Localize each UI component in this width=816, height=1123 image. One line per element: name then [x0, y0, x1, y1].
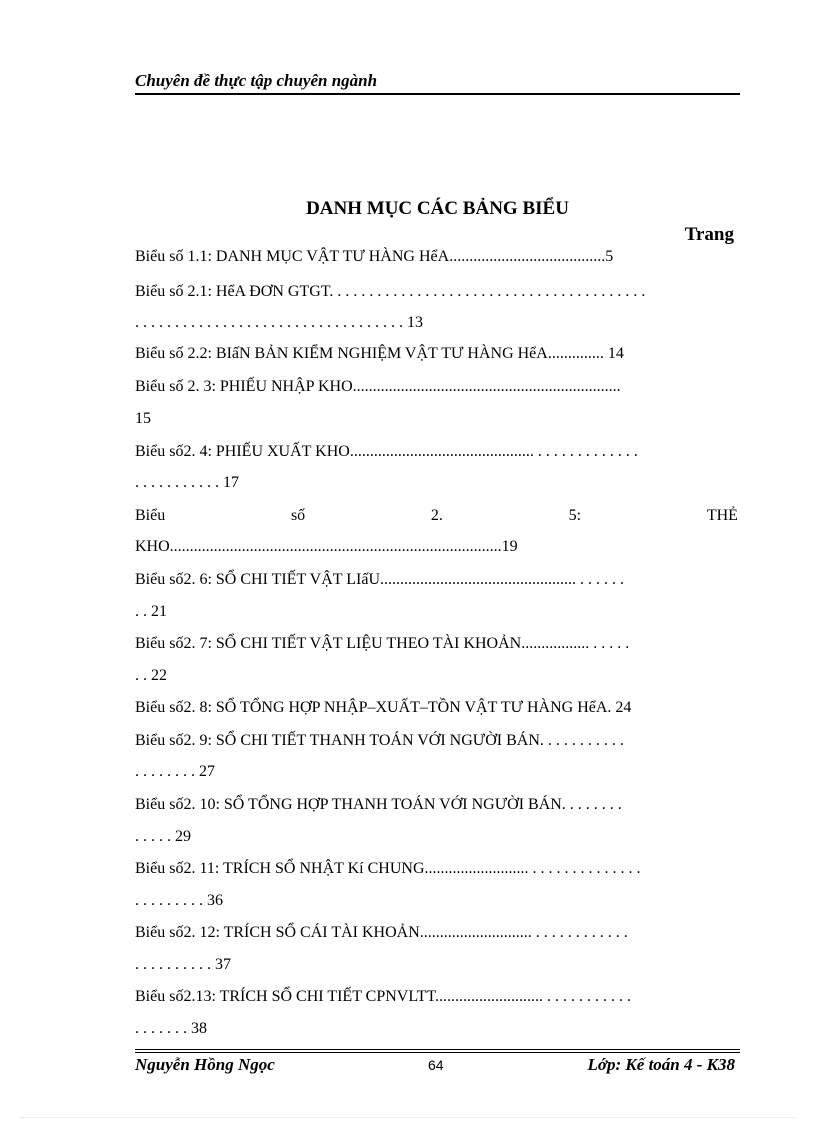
toc-line: . . . . . 29	[135, 828, 191, 845]
toc-line: Biểu số 1.1: DANH MỤC VẬT TƯ HÀNG HểA.......................................5	[135, 248, 614, 265]
toc-line: Biểu số 2. 3: PHIẾU NHẬP KHO...................................................................	[135, 378, 621, 395]
toc-line: Biểu số 2.2: BIấN BẢN KIỂM NGHIỆM VẬT TƯ HÀNG HểA.............. 14	[135, 345, 624, 362]
toc-line: . . . . . . . . . . . . . . . . . . . . . . . . . . . . . . . . . . 13	[135, 314, 423, 331]
footer-rule	[135, 1049, 740, 1050]
toc-line: Biểu số2. 12: TRÍCH SỔ CÁI TÀI KHOẢN............................ . . . . . . . . . . . .	[135, 924, 628, 941]
toc-line: . . 22	[135, 667, 167, 684]
toc-line: Biểu số2. 7: SỔ CHI TIẾT VẬT LIỆU THEO TÀI KHOẢN................. . . . . .	[135, 635, 630, 652]
running-header-title: Chuyên đề thực tập chuyên ngành	[135, 71, 378, 90]
header-rule	[135, 93, 740, 95]
toc-line: . . . . . . . . . . 37	[135, 956, 231, 973]
toc-line: . . . . . . . . . 36	[135, 892, 223, 909]
toc-line: Biểu số2. 4: PHIẾU XUẤT KHO.............................................. . . . . . . . . . . . . .	[135, 443, 638, 460]
toc-line: Biểu số2. 11: TRÍCH SỔ NHẬT Kí CHUNG.......................... . . . . . . . . . . . . . .	[135, 860, 641, 877]
toc-line: . . . . . . . . 27	[135, 763, 215, 780]
toc-line: Biểu số2. 6: SỔ CHI TIẾT VẬT LIấU................................................. . . . . . .	[135, 571, 625, 588]
toc-line: . . . . . . . 38	[135, 1020, 207, 1037]
toc-line	[135, 504, 738, 528]
toc-word: 5:	[568, 507, 582, 524]
toc-word: 2.	[430, 507, 443, 524]
footer-class-label: Lớp: Kế toán 4 - K38	[587, 1055, 735, 1074]
toc-line: KHO...................................................................................19	[135, 538, 518, 555]
page-column-label: Trang	[684, 224, 734, 245]
toc-line: Biểu số 2.1: HểA ĐƠN GTGT. . . . . . . . . . . . . . . . . . . . . . . . . . . . . . . . . . . . . . . .	[135, 283, 646, 300]
toc-line: Biểu số2. 9: SỔ CHI TIẾT THANH TOÁN VỚI NGƯỜI BÁN. . . . . . . . . . .	[135, 732, 624, 749]
toc-line: . . 21	[135, 603, 167, 620]
toc-word: Biểu	[135, 507, 166, 524]
toc-word: số	[290, 507, 306, 524]
toc-line: . . . . . . . . . . . 17	[135, 474, 239, 491]
footer-rule	[135, 1052, 740, 1053]
page-title: DANH MỤC CÁC BẢNG BIỂU	[306, 198, 569, 219]
toc-line: Biểu số2. 8: SỔ TỔNG HỢP NHẬP–XUẤT–TỒN VẬT TƯ HÀNG HểA. 24	[135, 699, 632, 716]
page-edge-divider	[20, 1117, 796, 1118]
toc-line: Biểu số2.13: TRÍCH SỔ CHI TIẾT CPNVLTT........................... . . . . . . . . . . .	[135, 988, 632, 1005]
toc-line: 15	[135, 410, 151, 427]
page-number: 64	[428, 1057, 444, 1073]
footer-author: Nguyễn Hồng Ngọc	[135, 1055, 275, 1074]
toc-word: THẺ	[706, 507, 738, 524]
toc-line: Biểu số2. 10: SỔ TỔNG HỢP THANH TOÁN VỚI NGƯỜI BÁN. . . . . . . .	[135, 796, 622, 813]
